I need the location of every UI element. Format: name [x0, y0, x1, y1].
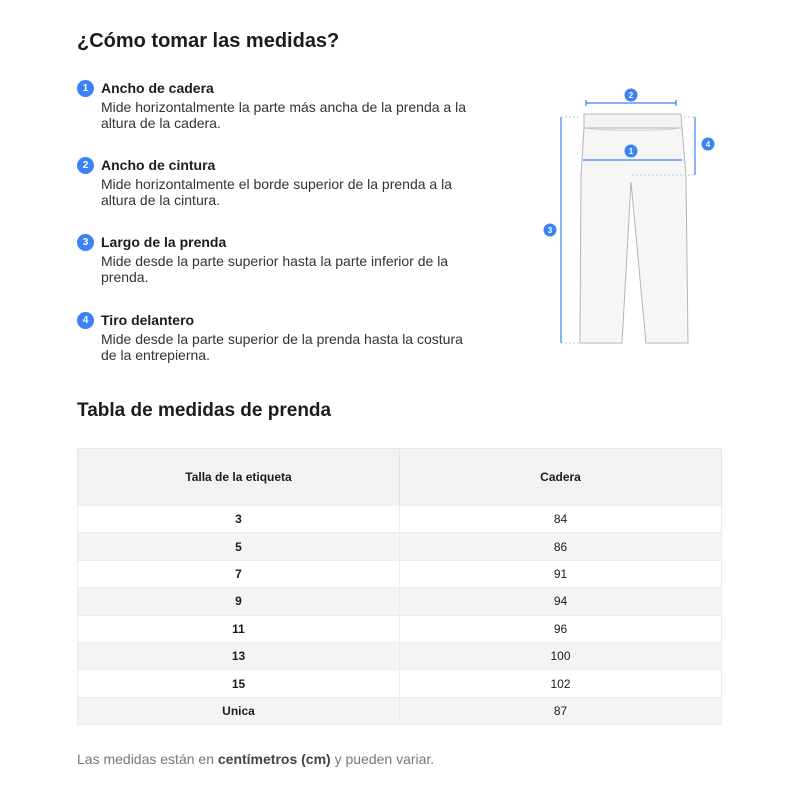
marker-2-badge — [625, 89, 638, 102]
table-row — [78, 642, 722, 669]
hip-cell: 102 — [400, 670, 722, 697]
step-description: Mide desde la parte superior hasta la parte inferior de la prenda. — [101, 253, 449, 285]
hip-cell: 87 — [400, 697, 722, 724]
footnote-suffix: y pueden variar. — [330, 751, 435, 767]
size-cell: 9 — [78, 588, 400, 615]
svg-text:1: 1 — [628, 147, 634, 156]
step-title: Tiro delantero — [101, 312, 195, 328]
marker-4-badge — [702, 138, 715, 151]
step-title: Ancho de cintura — [101, 157, 216, 173]
step-title: Ancho de cadera — [101, 80, 214, 96]
svg-text:3: 3 — [547, 226, 553, 235]
hip-cell: 84 — [400, 506, 722, 533]
step-description: Mide horizontalmente el borde superior de la prenda a la altura de la cintura. — [101, 176, 452, 208]
marker-1-badge — [625, 145, 638, 158]
step-description: Mide horizontalmente la parte más ancha de la prenda a la altura de la cadera. — [101, 99, 466, 131]
table-row — [78, 588, 722, 615]
size-cell: 5 — [78, 533, 400, 560]
hip-cell: 96 — [400, 615, 722, 642]
svg-text:4: 4 — [705, 140, 711, 149]
step-title: Largo de la prenda — [101, 234, 227, 250]
step-description: Mide desde la parte superior de la prenda hasta la costura de la entrepierna. — [101, 331, 463, 363]
table-header-row — [78, 449, 722, 506]
hip-cell: 86 — [400, 533, 722, 560]
size-cell: 15 — [78, 670, 400, 697]
size-cell: 7 — [78, 560, 400, 587]
table-row — [78, 697, 722, 724]
step-number-badge: 4 — [77, 312, 94, 329]
table-row — [78, 533, 722, 560]
hip-cell: 100 — [400, 642, 722, 669]
column-header-hip: Cadera — [400, 449, 722, 506]
hip-cell: 94 — [400, 588, 722, 615]
size-cell: 3 — [78, 506, 400, 533]
step-number-badge: 2 — [77, 157, 94, 174]
table-row — [78, 560, 722, 587]
size-cell: 11 — [78, 615, 400, 642]
step-number-badge: 1 — [77, 80, 94, 97]
step-number-badge: 3 — [77, 234, 94, 251]
footnote-prefix: Las medidas están en — [77, 751, 218, 767]
table-row — [78, 670, 722, 697]
marker-3-badge — [544, 224, 557, 237]
hip-cell: 91 — [400, 560, 722, 587]
pants-measurement-diagram — [530, 80, 730, 360]
table-row — [78, 506, 722, 533]
page-title: ¿Cómo tomar las medidas? — [77, 30, 340, 52]
size-table — [77, 448, 722, 725]
units-footnote — [77, 751, 434, 767]
column-header-size: Talla de la etiqueta — [78, 449, 400, 506]
footnote-units: centímetros (cm) — [217, 751, 331, 767]
size-cell: Unica — [78, 697, 400, 724]
size-cell: 13 — [78, 642, 400, 669]
size-table-title: Tabla de medidas de prenda — [77, 400, 332, 421]
svg-text:2: 2 — [628, 91, 634, 100]
table-row — [78, 615, 722, 642]
